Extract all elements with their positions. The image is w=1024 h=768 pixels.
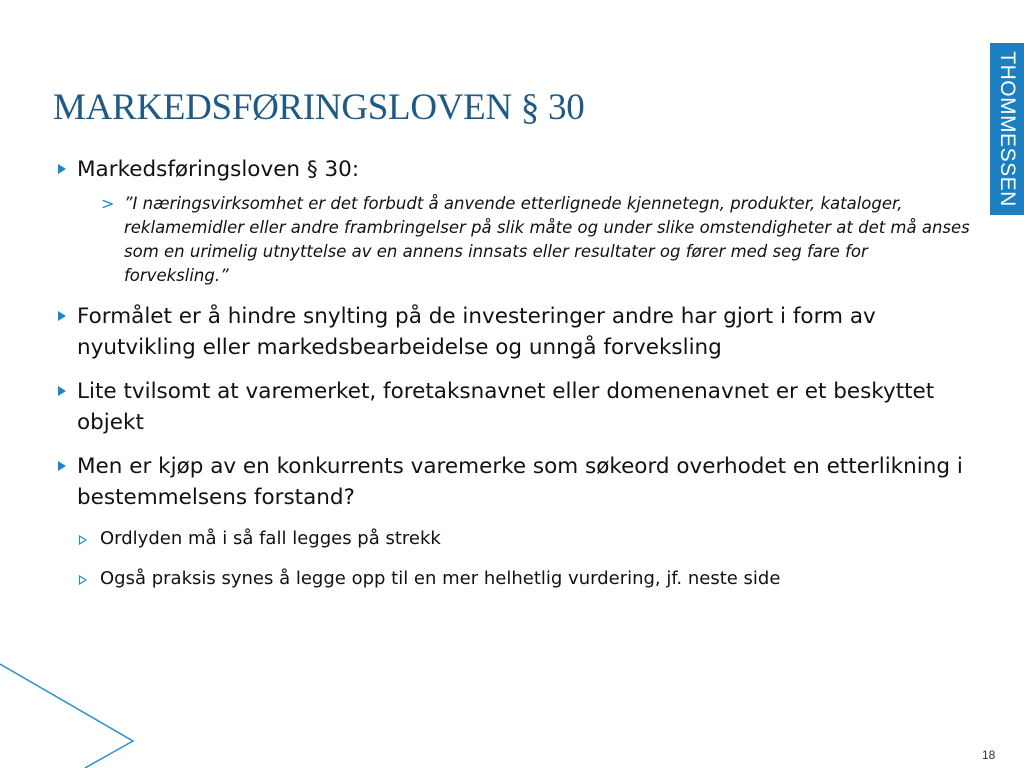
triangle-bullet-icon	[58, 386, 66, 396]
quote-item	[101, 192, 976, 288]
law-quote-text: ”I næringsvirksomhet er det forbudt å anvende etterlignede kjennetegn, produkter, kataloger, reklamemidler eller andre frambringelser på slik måte og under slike omstendigheter at det må anses som en urimelig utnyttelse av en annens innsats eller resultater og fører med seg fare for forveksling.”	[124, 194, 970, 285]
bullet-item	[56, 301, 976, 363]
sub-bullet-item	[79, 566, 976, 592]
chevron-right-icon: >	[101, 194, 115, 213]
bullet-text: Markedsføringsloven § 30:	[77, 157, 360, 182]
logo-text: THOMMESSEN	[996, 51, 1019, 207]
bullet-text: Men er kjøp av en konkurrents varemerke som søkeord overhodet en etterlikning i bestemmelsens forstand?	[77, 454, 963, 510]
thommessen-logo	[990, 43, 1024, 215]
triangle-bullet-icon	[58, 311, 66, 321]
outline-triangle-bullet-icon	[79, 535, 87, 545]
triangle-bullet-icon	[58, 461, 66, 471]
decorative-line	[0, 664, 133, 768]
slide-title: MARKEDSFØRINGSLOVEN § 30	[53, 87, 585, 128]
bullet-item	[56, 154, 976, 185]
page-number: 18	[982, 748, 996, 762]
content-area	[56, 154, 976, 606]
sub-bullet-item	[79, 526, 976, 552]
bullet-text: Formålet er å hindre snylting på de investeringer andre har gjort i form av nyutvikling eller markedsbearbeidelse og unngå forveksling	[77, 304, 876, 360]
outline-triangle-bullet-icon	[79, 575, 87, 585]
sub-bullet-text: Ordlyden må i så fall legges på strekk	[100, 528, 441, 549]
sub-bullet-text: Også praksis synes å legge opp til en mer helhetlig vurdering, jf. neste side	[100, 568, 781, 589]
corner-decoration	[0, 650, 140, 768]
bullet-item	[56, 376, 976, 438]
triangle-bullet-icon	[58, 164, 66, 174]
bullet-item	[56, 451, 976, 513]
bullet-text: Lite tvilsomt at varemerket, foretaksnavnet eller domenenavnet er et beskyttet objekt	[77, 379, 935, 435]
